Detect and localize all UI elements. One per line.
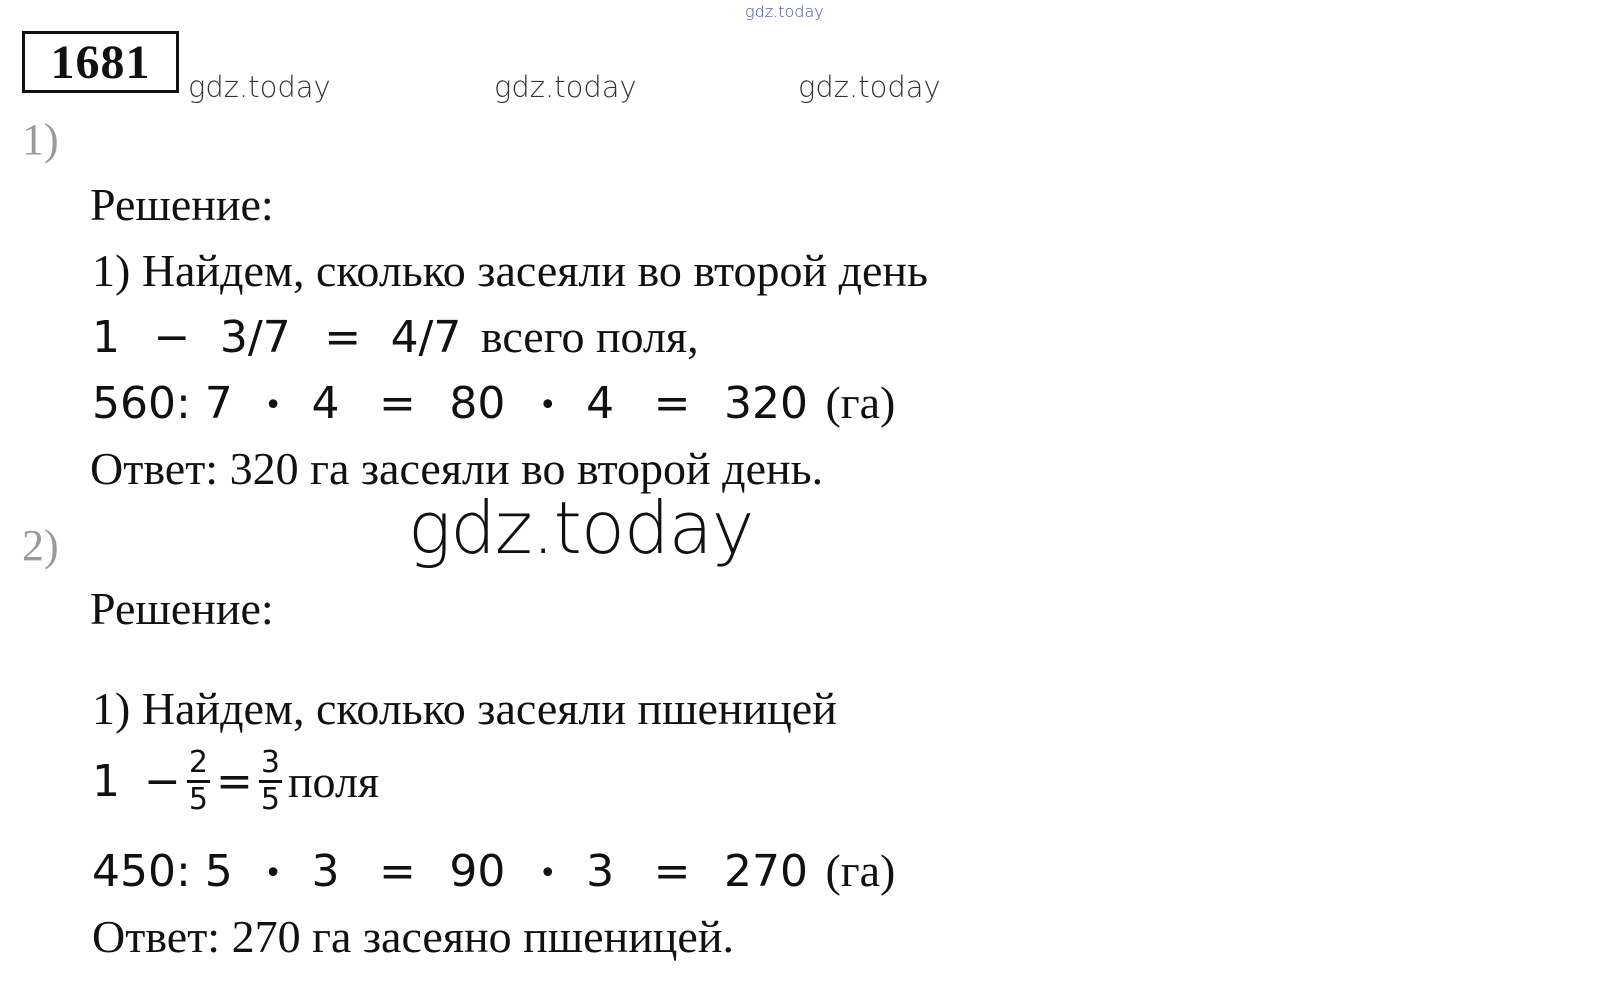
calc-text: поля — [287, 756, 380, 807]
multiply-dot: • — [538, 855, 557, 891]
calc-equals: = — [653, 378, 691, 429]
calc-equals: = — [324, 312, 362, 363]
part-2-calc-2 — [92, 844, 895, 897]
multiply-dot: • — [264, 387, 282, 423]
watermark-row-2: gdz.today — [494, 70, 637, 104]
calc-equals: = — [379, 846, 416, 897]
part-1-calc-1 — [92, 310, 699, 363]
part-1-step: 1) Найдем, сколько засеяли во второй день — [92, 245, 928, 296]
calc-equals: = — [653, 846, 691, 897]
calc-minus: − — [153, 312, 191, 363]
calc-a: 560: 7 — [92, 378, 233, 429]
problem-number: 1681 — [50, 35, 151, 89]
calc-fraction-b: 4/7 — [390, 312, 462, 363]
watermark-big: gdz.today — [408, 486, 754, 570]
part-1-calc-2 — [92, 376, 895, 429]
calc-equals: = — [379, 378, 416, 429]
calc-c: 90 — [449, 846, 506, 897]
calc-b: 4 — [311, 378, 340, 429]
fraction-a — [187, 746, 210, 817]
part-2-heading: Решение: — [90, 583, 274, 634]
multiply-dot: • — [264, 855, 282, 891]
fraction-b-numerator: 3 — [259, 746, 282, 783]
calc-unit: (га) — [825, 845, 896, 896]
part-2-calc-1 — [92, 746, 379, 817]
calc-unit: (га) — [825, 377, 896, 428]
calc-one: 1 — [92, 312, 120, 363]
calc-b: 3 — [311, 846, 340, 897]
fraction-b — [259, 746, 282, 817]
calc-minus: − — [144, 756, 181, 807]
fraction-a-numerator: 2 — [187, 746, 210, 783]
part-1-label: 1) — [22, 115, 59, 164]
fraction-a-denominator: 5 — [188, 782, 208, 817]
fraction-b-denominator: 5 — [260, 782, 280, 817]
calc-fraction-a: 3/7 — [219, 312, 291, 363]
calc-a: 450: 5 — [92, 846, 233, 897]
calc-d: 4 — [586, 378, 615, 429]
calc-text: всего поля, — [480, 311, 699, 362]
part-1-heading: Решение: — [90, 179, 274, 230]
calc-equals: = — [215, 756, 253, 807]
part-1-answer: Ответ: 320 га засеяли во второй день. — [90, 443, 824, 494]
watermark-row-3: gdz.today — [798, 70, 941, 104]
calc-one: 1 — [92, 756, 120, 807]
problem-number-box — [22, 31, 179, 93]
calc-d: 3 — [586, 846, 615, 897]
calc-e: 320 — [723, 378, 808, 429]
calc-c: 80 — [449, 378, 506, 429]
part-2-step: 1) Найдем, сколько засеяли пшеницей — [92, 683, 837, 734]
part-2-answer: Ответ: 270 га засеяно пшеницей. — [92, 911, 734, 962]
part-2-label: 2) — [22, 521, 59, 570]
watermark-row-1: gdz.today — [188, 70, 331, 104]
calc-e: 270 — [723, 846, 808, 897]
watermark-top: gdz.today — [745, 2, 824, 21]
multiply-dot: • — [538, 387, 557, 423]
